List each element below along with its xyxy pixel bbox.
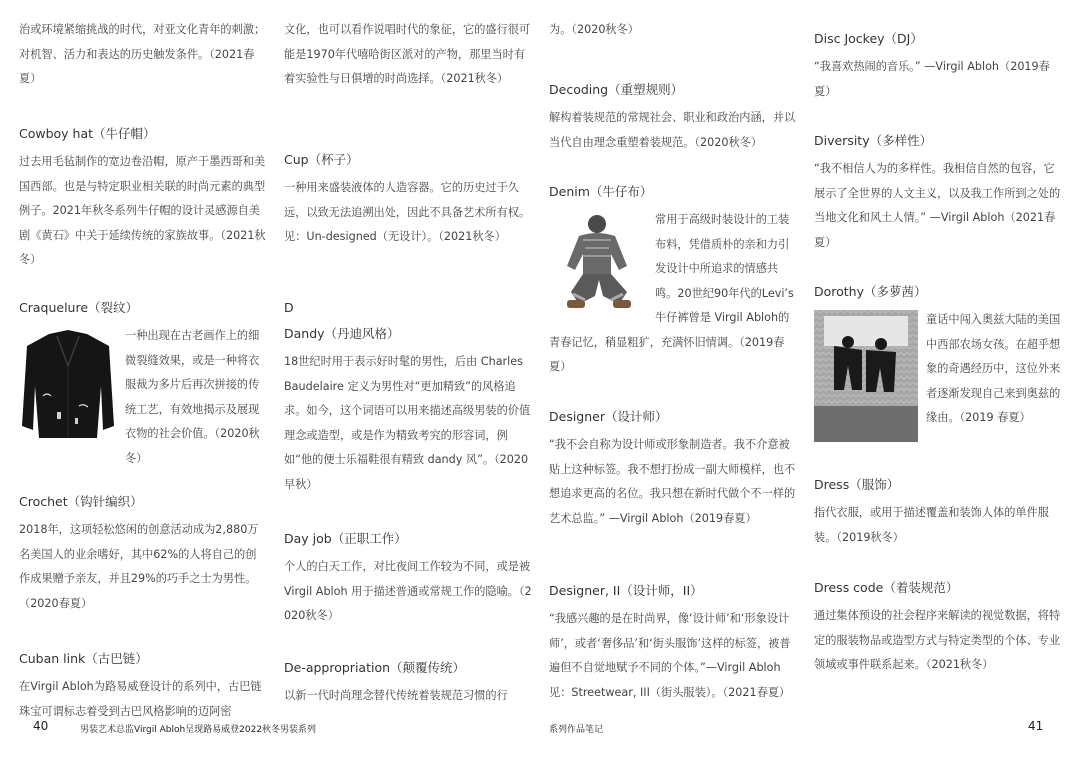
entry-term: Denim（牛仔布） xyxy=(549,184,653,199)
entry-designer-ii xyxy=(549,581,797,705)
entry-designer xyxy=(549,407,797,531)
entry-dress-code xyxy=(814,578,1062,678)
entry-body: 常用于高级时装设计的工装布料，凭借质朴的亲和力引发设计中所追求的情感共鸣。20世纪90年代的Levi’s 牛仔裤曾是 Virgil Abloh的青春记忆，稍显粗犷，充满怀旧情调。（2019春夏） xyxy=(549,213,794,373)
entry-body: 治或环境紧缩挑战的时代，对亚文化青年的刺激；对机智、活力和表达的历史触发条件。（2021春夏） xyxy=(19,23,266,85)
entry-term: De-appropriation（颠覆传统） xyxy=(284,660,466,675)
entry-body: 18世纪时用于表示好时髦的男性，后由 Charles Baudelaire 定义为男性对“更加精致”的风格追求。如今，这个词语可以用来描述高级男装的价值理念或造型，或是作为精致考究的形容词，例如“他的便士乐福鞋很有精致 dandy 风”。（2020早秋） xyxy=(284,355,531,491)
entry-term: Cup（杯子） xyxy=(284,152,359,167)
page-number-right: 41 xyxy=(1028,719,1044,733)
entry-cup xyxy=(284,150,532,250)
entry-body: 一种用来盛装液体的人造容器。它的历史过于久远，以致无法追溯出处，因此不具备艺术所有权。见：Un-designed（无设计）。（2021秋冬） xyxy=(284,181,531,243)
entry-denim xyxy=(549,182,797,380)
entry-decoding xyxy=(549,80,797,155)
entry-body: 一种出现在古老画作上的细微裂缝效果，或是一种将衣服裁为多片后再次拼接的传统工艺，有效地揭示及展现衣物的社会价值。（2020秋冬） xyxy=(125,329,260,465)
entry-disc-jockey xyxy=(814,29,1062,104)
section-d xyxy=(284,298,532,497)
entry-term: Craquelure（裂纹） xyxy=(19,300,139,315)
entry-term: Day job（正职工作） xyxy=(284,531,407,546)
page-number-left: 40 xyxy=(33,719,49,733)
entry-term: Diversity（多样性） xyxy=(814,133,933,148)
entry-term: Dandy（丹迪风格） xyxy=(284,326,400,341)
entry-continued xyxy=(19,18,267,92)
entry-de-appropriation xyxy=(284,658,532,709)
entry-body: 2018年，这项轻松悠闲的创意活动成为2,880万名美国人的业余嗜好，其中62%的人将自己的创作成果赠予亲友，并且29%的巧手之士为男性。（2020春夏） xyxy=(19,523,259,610)
entry-term: Dorothy（多萝茜） xyxy=(814,284,927,299)
entry-body: “我感兴趣的是在时尚界，像‘设计师’和‘形象设计师’，或者‘奢侈品’和‘街头服饰’这样的标签，被普遍但不自觉地赋予不同的个体。”—Virgil Abloh见：Streetwear, III（街头服装）。（2021春夏） xyxy=(549,612,791,699)
entry-craquelure xyxy=(19,298,267,471)
entry-term: Dress code（着装规范） xyxy=(814,580,959,595)
dorothy-sweater-image xyxy=(814,310,918,442)
entry-body: 为。（2020秋冬） xyxy=(549,23,639,36)
entry-day-job xyxy=(284,529,532,629)
entry-term: Designer（设计师） xyxy=(549,409,668,424)
craquelure-jacket-image xyxy=(19,326,117,444)
entry-body: 过去用毛毡制作的宽边卷沿帽，原产于墨西哥和美国西部。也是与特定职业相关联的时尚元素的典型例子。2021年秋冬系列牛仔帽的设计灵感源自美剧《黄石》中关于延续传统的家族故事。（2021秋冬） xyxy=(19,155,266,266)
entry-dorothy xyxy=(814,282,1062,446)
entry-body: “我不会自称为设计师或形象制造者。我不介意被贴上这种标签。我不想打扮成一副大师模样，也不想追求更高的名位。我只想在新时代做个不一样的艺术总监。” —Virgil Abloh（2019春夏） xyxy=(549,438,796,525)
entry-term: Disc Jockey（DJ） xyxy=(814,31,923,46)
entry-body: 通过集体预设的社会程序来解读的视觉数据，将特定的服装物品或造型方式与特定类型的个体、专业领域或事件联系起来。（2021秋冬） xyxy=(814,609,1061,671)
entry-body: “我喜欢热闹的音乐。” —Virgil Abloh（2019春夏） xyxy=(814,60,1050,98)
footer-title-left: 男装艺术总监Virgil Abloh呈现路易威登2022秋冬男装系列 xyxy=(80,725,317,735)
entry-continued xyxy=(549,18,797,43)
entry-term: Crochet（钩针编织） xyxy=(19,494,143,509)
entry-body: “我不相信人为的多样性。我相信自然的包容，它展示了全世界的人文主义，以及我工作所到之处的当地文化和风土人情。” —Virgil Abloh（2021春夏） xyxy=(814,162,1061,249)
entry-continued xyxy=(284,18,532,92)
entry-cowboy-hat xyxy=(19,124,267,273)
entry-body: 解构着装规范的常规社会、职业和政治内涵，并以当代自由理念重塑着装规范。（2020秋冬） xyxy=(549,111,796,149)
section-letter: D xyxy=(284,300,294,315)
footer-title-right: 系列作品笔记 xyxy=(549,725,604,735)
entry-body: 童话中闯入奥兹大陆的美国中西部农场女孩。在超乎想象的奇遇经历中，这位外来者逐渐发现自己来到奥兹的缘由。（2019 春夏） xyxy=(926,313,1061,424)
entry-body: 以新一代时尚理念替代传统着装规范习惯的行 xyxy=(284,689,508,702)
denim-model-image xyxy=(549,210,647,310)
entry-body: 指代衣服，或用于描述覆盖和装饰人体的单件服装。（2019秋冬） xyxy=(814,506,1049,544)
entry-body: 文化，也可以看作说唱时代的象征，它的盛行很可能是1970年代嘻哈街区派对的产物，那里当时有着实验性与日俱增的时尚选择。（2021秋冬） xyxy=(284,23,531,85)
entry-body: 在Virgil Abloh为路易威登设计的系列中，古巴链珠宝可谓标志着受到古巴风格影响的迈阿密 xyxy=(19,680,262,718)
entry-cuban-link xyxy=(19,649,267,724)
entry-term: Dress（服饰） xyxy=(814,477,900,492)
entry-crochet xyxy=(19,492,267,616)
entry-term: Designer, II（设计师，II） xyxy=(549,583,703,598)
entry-term: Decoding（重塑规则） xyxy=(549,82,684,97)
entry-term: Cuban link（古巴链） xyxy=(19,651,148,666)
entry-diversity xyxy=(814,131,1062,255)
entry-term: Cowboy hat（牛仔帽） xyxy=(19,126,156,141)
entry-body: 个人的白天工作，对比夜间工作较为不同，或是被 Virgil Abloh 用于描述普通或常规工作的隐喻。（2020秋冬） xyxy=(284,560,532,622)
entry-dress xyxy=(814,475,1062,550)
